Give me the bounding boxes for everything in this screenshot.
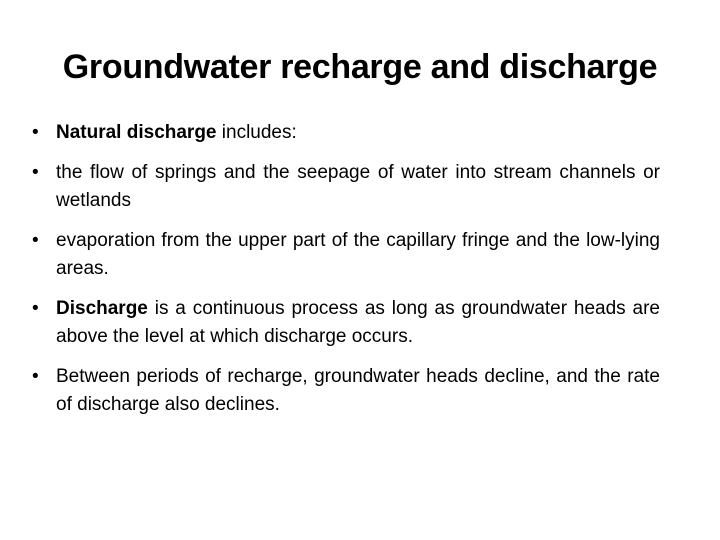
bullet-springs-seepage bbox=[30, 159, 660, 215]
bullet-text: includes: bbox=[216, 122, 297, 143]
bullet-evaporation bbox=[30, 227, 660, 283]
bullet-continuous-process bbox=[30, 295, 660, 351]
bullet-recharge-periods bbox=[30, 363, 660, 419]
bullet-text: evaporation from the upper part of the capillary fringe and the low-lying areas. bbox=[56, 230, 660, 279]
bullet-bold-term: Natural discharge bbox=[56, 122, 217, 143]
bullet-text: Between periods of recharge, groundwater heads decline, and the rate of discharge also declines. bbox=[56, 366, 660, 415]
bullet-text: the flow of springs and the seepage of water into stream channels or wetlands bbox=[56, 162, 660, 211]
bullet-bold-term: Discharge bbox=[56, 298, 148, 319]
bullet-list bbox=[30, 119, 660, 431]
bullet-natural-discharge bbox=[30, 119, 660, 147]
slide-title: Groundwater recharge and discharge bbox=[62, 48, 658, 86]
bullet-text: is a continuous process as long as groundwater heads are above the level at which discharge occurs. bbox=[56, 298, 660, 347]
